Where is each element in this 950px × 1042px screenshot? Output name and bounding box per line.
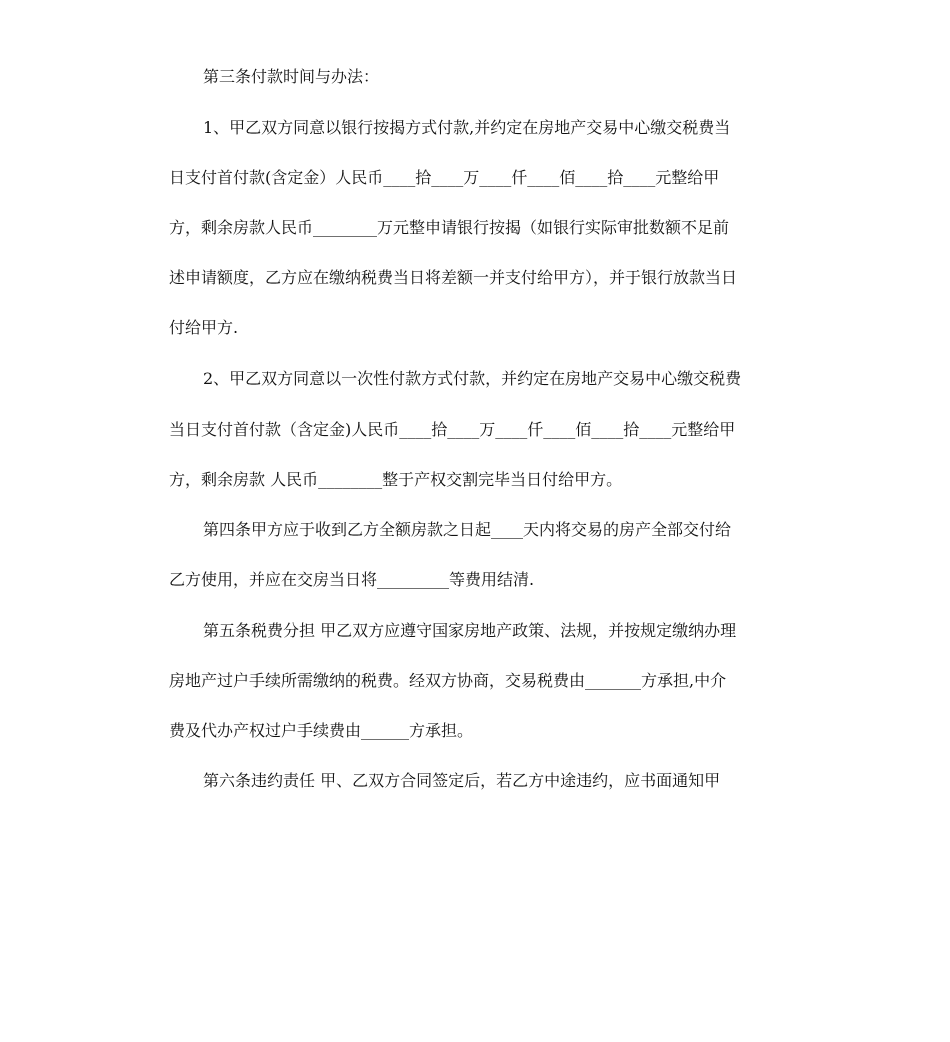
section-4-line-2: 乙方使用，并应在交房当日将_________等费用结清. [169, 570, 535, 589]
clause-1-line-2: 日支付首付款(含定金）人民币____拾____万____仟____佰____拾____元整给甲 [169, 168, 720, 187]
clause-1-line-3: 方，剩余房款人民币________万元整申请银行按揭（如银行实际审批数额不足前 [169, 218, 730, 237]
clause-1-line-5: 付给甲方. [169, 318, 239, 337]
section-5-line-1: 第五条税费分担 甲乙双方应遵守国家房地产政策、法规，并按规定缴纳办理 [203, 621, 737, 640]
section-4-line-1: 第四条甲方应于收到乙方全额房款之日起____天内将交易的房产全部交付给 [203, 520, 732, 539]
clause-2-line-1: 2、甲乙双方同意以一次性付款方式付款，并约定在房地产交易中心缴交税费 [203, 369, 742, 388]
section-3-heading: 第三条付款时间与办法： [203, 67, 380, 86]
clause-1-line-4: 述申请额度，乙方应在缴纳税费当日将差额一并支付给甲方），并于银行放款当日 [169, 268, 738, 287]
section-6-line-1: 第六条违约责任 甲、乙双方合同签定后，若乙方中途违约，应书面通知甲 [203, 771, 721, 790]
clause-2-line-3: 方，剩余房款 人民币________整于产权交割完毕当日付给甲方。 [169, 470, 623, 489]
clause-1-line-1: 1、甲乙双方同意以银行按揭方式付款,并约定在房地产交易中心缴交税费当 [203, 118, 731, 137]
section-5-line-3: 费及代办产权过户手续费由______方承担。 [169, 721, 474, 740]
clause-2-line-2: 当日支付首付款（含定金)人民币____拾____万____仟____佰____拾____元整给甲 [169, 420, 736, 439]
section-5-line-2: 房地产过户手续所需缴纳的税费。经双方协商，交易税费由_______方承担,中介 [169, 671, 727, 690]
